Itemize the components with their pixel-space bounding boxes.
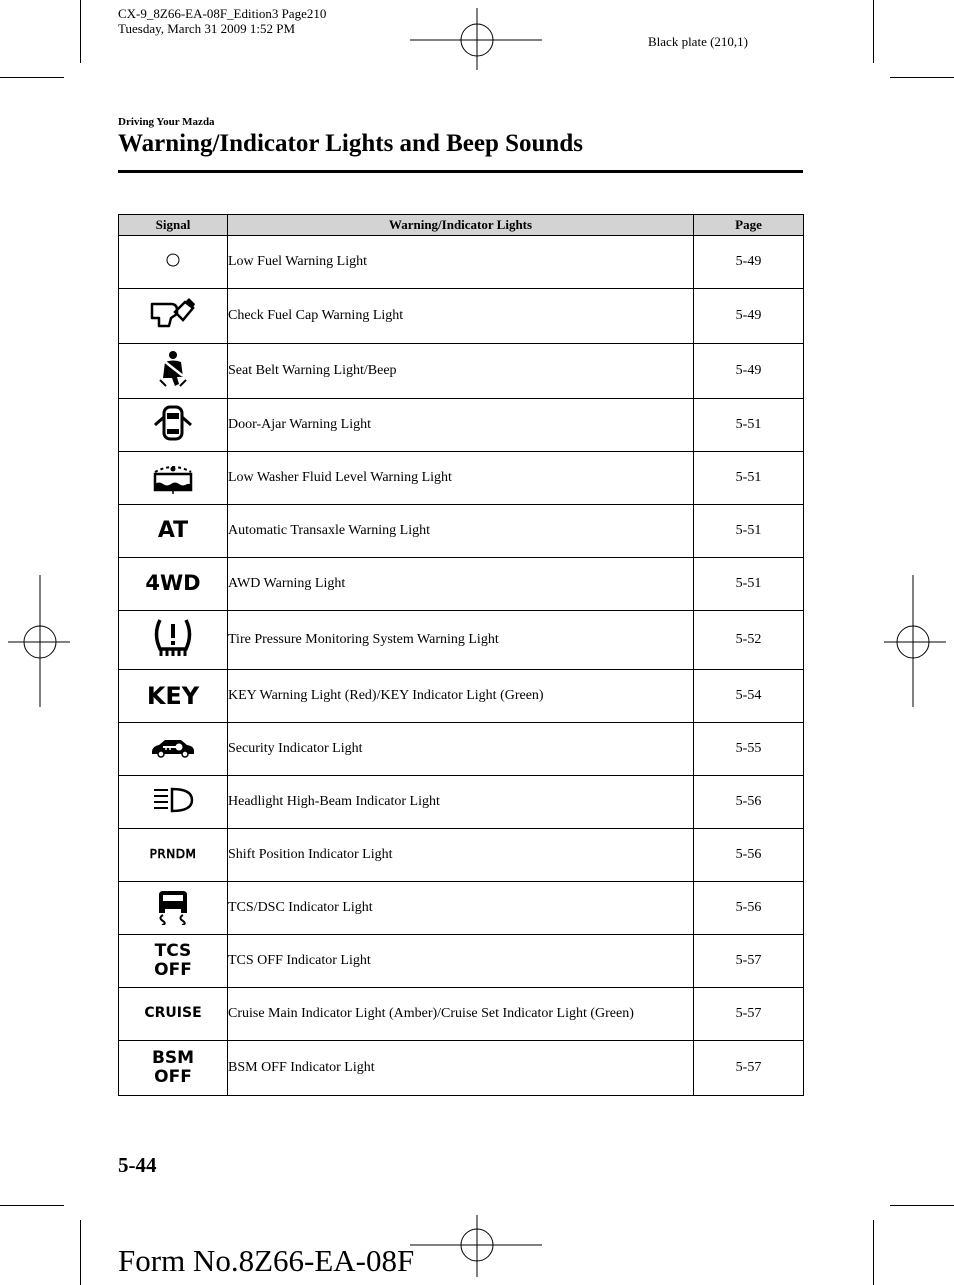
plate-label: Black plate (210,1)	[648, 34, 748, 49]
signal-cell	[119, 505, 228, 558]
signal-cell	[119, 558, 228, 611]
signal-cell	[119, 670, 228, 723]
header-page: Page	[694, 215, 804, 236]
table-row	[119, 236, 804, 289]
page-ref: 5-49	[694, 344, 804, 399]
crop-mark	[80, 1220, 81, 1285]
page-ref: 5-51	[694, 452, 804, 505]
light-name: Door-Ajar Warning Light	[228, 399, 694, 452]
light-name: TCS/DSC Indicator Light	[228, 882, 694, 935]
page-ref: 5-57	[694, 1041, 804, 1096]
light-name: Shift Position Indicator Light	[228, 829, 694, 882]
signal-cell	[119, 988, 228, 1041]
header-signal: Signal	[119, 215, 228, 236]
light-name: AWD Warning Light	[228, 558, 694, 611]
crop-mark	[890, 77, 954, 78]
table-row	[119, 505, 804, 558]
table-row	[119, 611, 804, 670]
signal-cell	[119, 452, 228, 505]
header-lights: Warning/Indicator Lights	[228, 215, 694, 236]
bsm-off-line-1: BSM	[151, 1048, 195, 1068]
signal-cell	[119, 935, 228, 988]
signal-cell	[119, 344, 228, 399]
seat-belt-icon	[157, 350, 189, 388]
light-name: KEY Warning Light (Red)/KEY Indicator Light (Green)	[228, 670, 694, 723]
table-row	[119, 452, 804, 505]
page-ref: 5-52	[694, 611, 804, 670]
table-row	[119, 776, 804, 829]
table-row	[119, 399, 804, 452]
page-ref: 5-54	[694, 670, 804, 723]
light-name: Low Washer Fluid Level Warning Light	[228, 452, 694, 505]
light-name: Headlight High-Beam Indicator Light	[228, 776, 694, 829]
tcs-off-line-2: OFF	[154, 960, 192, 980]
page-title: Warning/Indicator Lights and Beep Sounds	[118, 130, 583, 157]
crop-mark	[873, 1220, 874, 1285]
page-ref: 5-57	[694, 988, 804, 1041]
fuel-cap-icon	[149, 296, 197, 332]
tcs-dsc-icon	[155, 887, 191, 925]
indicator-table	[118, 214, 804, 1096]
crop-mark	[873, 0, 874, 63]
key-icon: KEY	[146, 681, 200, 710]
tcs-off-icon	[154, 942, 192, 980]
table-row	[119, 1041, 804, 1096]
print-date-line: Tuesday, March 31 2009 1:52 PM	[118, 21, 296, 36]
light-name: BSM OFF Indicator Light	[228, 1041, 694, 1096]
title-rule	[118, 170, 803, 173]
page-ref: 5-55	[694, 723, 804, 776]
table-row	[119, 558, 804, 611]
cruise-icon: CRUISE	[144, 1005, 202, 1021]
light-name: Automatic Transaxle Warning Light	[228, 505, 694, 558]
table-row	[119, 882, 804, 935]
table-row	[119, 829, 804, 882]
page-ref: 5-51	[694, 558, 804, 611]
print-file-line: CX-9_8Z66-EA-08F_Edition3 Page210	[118, 6, 327, 21]
light-name: Low Fuel Warning Light	[228, 236, 694, 289]
signal-cell	[119, 289, 228, 344]
section-label: Driving Your Mazda	[118, 116, 215, 128]
registration-mark-icon	[884, 575, 946, 707]
table-row	[119, 723, 804, 776]
crop-mark	[80, 0, 81, 63]
door-ajar-icon	[153, 404, 193, 442]
page-ref: 5-56	[694, 882, 804, 935]
page-number: 5-44	[118, 1153, 157, 1177]
page-ref: 5-49	[694, 289, 804, 344]
page-ref: 5-56	[694, 776, 804, 829]
light-name: Cruise Main Indicator Light (Amber)/Cruise Set Indicator Light (Green)	[228, 988, 694, 1041]
high-beam-icon	[152, 786, 194, 814]
signal-cell	[119, 1041, 228, 1096]
registration-mark-icon	[410, 8, 542, 70]
form-number: Form No.8Z66-EA-08F	[118, 1243, 415, 1278]
shift-position-icon: PRNDM	[149, 847, 197, 861]
4wd-icon: 4WD	[145, 571, 201, 595]
light-name: TCS OFF Indicator Light	[228, 935, 694, 988]
crop-mark	[0, 77, 64, 78]
registration-mark-icon	[410, 1215, 542, 1277]
tire-pressure-icon	[150, 616, 196, 660]
signal-cell	[119, 829, 228, 882]
registration-mark-icon	[8, 575, 70, 707]
light-name: Tire Pressure Monitoring System Warning Light	[228, 611, 694, 670]
bsm-off-icon	[152, 1049, 194, 1087]
light-name: Security Indicator Light	[228, 723, 694, 776]
washer-fluid-icon	[152, 458, 194, 494]
page-ref: 5-51	[694, 399, 804, 452]
low-fuel-icon	[165, 252, 181, 268]
light-name: Seat Belt Warning Light/Beep	[228, 344, 694, 399]
signal-cell	[119, 236, 228, 289]
security-icon	[149, 736, 197, 758]
page-ref: 5-56	[694, 829, 804, 882]
table-row	[119, 670, 804, 723]
signal-cell	[119, 399, 228, 452]
signal-cell	[119, 776, 228, 829]
tcs-off-line-1: TCS	[154, 941, 192, 961]
table-row	[119, 344, 804, 399]
light-name: Check Fuel Cap Warning Light	[228, 289, 694, 344]
table-header-row	[119, 215, 804, 236]
signal-cell	[119, 723, 228, 776]
at-icon: AT	[157, 518, 189, 543]
table-row	[119, 935, 804, 988]
page-ref: 5-51	[694, 505, 804, 558]
crop-mark	[0, 1205, 64, 1206]
crop-mark	[890, 1205, 954, 1206]
page-ref: 5-57	[694, 935, 804, 988]
page-ref: 5-49	[694, 236, 804, 289]
table-row	[119, 988, 804, 1041]
signal-cell	[119, 882, 228, 935]
table-row	[119, 289, 804, 344]
bsm-off-line-2: OFF	[154, 1067, 192, 1087]
signal-cell	[119, 611, 228, 670]
